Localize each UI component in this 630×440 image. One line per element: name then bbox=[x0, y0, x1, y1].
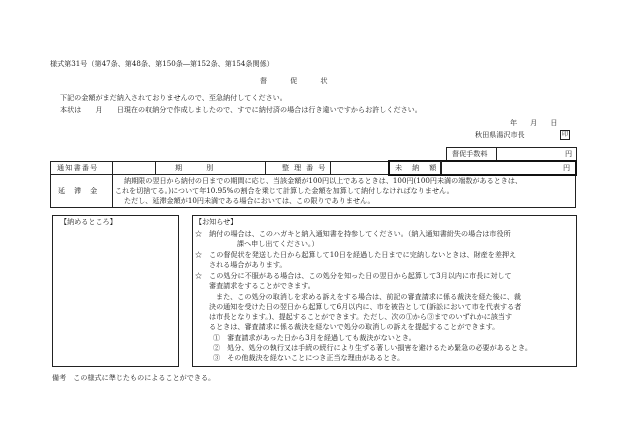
period-label: 期別 bbox=[175, 163, 238, 172]
notice-1b: 課へ申し出てください。） bbox=[237, 239, 319, 248]
fee-label: 督促手数料 bbox=[452, 149, 488, 158]
notice-4d: るときは、審査請求に係る裁決を経ないで処分の取消しの訴えを提起することができます。 bbox=[209, 322, 500, 331]
unpaid-unit: 円 bbox=[563, 163, 571, 172]
table-cell-divider bbox=[265, 161, 266, 174]
fee-divider bbox=[496, 147, 497, 161]
notice-2b: される場合があります。 bbox=[209, 260, 287, 269]
notice-2a: ☆ この督促状を発送した日から起算して10日を経過した日までに完納しないときは、財産を差押え bbox=[195, 250, 517, 259]
table-cell-divider bbox=[155, 161, 156, 174]
table-bottom-border bbox=[50, 207, 575, 208]
table-label-divider bbox=[112, 161, 113, 208]
seal-mark: 印 bbox=[561, 131, 568, 138]
notice-3a: ☆ この処分に不服がある場合は、この処分を知った日の翌日から起算して3月以内に市長に対して bbox=[195, 271, 512, 280]
intro-line-2: 本状は 月 日現在の収納分で作成しましたので、すでに納付済の場合は行き違いですからお許しください。 bbox=[60, 105, 422, 114]
notice-item-2: ② 処分、処分の執行又は手続の続行により生ずる著しい損害を避けるため緊急の必要があるとき。 bbox=[213, 343, 532, 352]
notice-4c: は市長となります。)、提起することができます。ただし、次の①から③までのいずれかに該当す bbox=[209, 312, 513, 321]
notice-4a: また、この処分の取消しを求める訴えをする場合は、前記の審査請求に係る裁決を経た後に、裁 bbox=[216, 292, 522, 301]
fee-unit: 円 bbox=[565, 149, 573, 158]
intro-line-1: 下記の金額がまだ納入されておりませんので、至急納付してください。 bbox=[60, 93, 287, 102]
issuer-name: 秋田県湯沢市長 bbox=[475, 130, 525, 139]
payment-place-label: 【納めるところ】 bbox=[60, 217, 117, 226]
notice-1a: ☆ 納付の場合は、このハガキと納入通知書を持参してください。（納入通知書紛失の場合は市役所 bbox=[195, 229, 511, 238]
payment-place-box bbox=[52, 215, 179, 367]
table-left-border bbox=[50, 161, 51, 208]
notice-3b: 審査請求をすることができます。 bbox=[209, 281, 315, 290]
late-fee-text-2: これを切捨てる。)について年10.95%の割合を乗じて計算した金額を加算して納付しなければなりません。 bbox=[115, 186, 454, 195]
late-fee-text-3: ただし、延滞金額が10円未満である場合においては、この限りでありません。 bbox=[124, 196, 375, 205]
page-title: 督 促 状 bbox=[260, 76, 336, 85]
notice-4b: 決の通知を受けた日の翌日から起算して6月以内に、市を被告として(訴訟において市を代表する者 bbox=[209, 302, 522, 311]
notice-no-label: 通知書番号 bbox=[57, 163, 99, 172]
remarks: 備考 この様式に準じたものによることができる。 bbox=[52, 373, 216, 382]
notice-item-1: ① 審査請求があった日から3月を経過しても裁決がないとき。 bbox=[213, 333, 416, 342]
issue-date: 年 月 日 bbox=[510, 118, 561, 127]
late-fee-text-1: 納期限の翌日から納付の日までの期間に応じ、当該金額が100円以上であるときは、100円(100円未満の端数があるときは、 bbox=[124, 176, 523, 185]
form-number: 様式第31号（第47条、第48条、第150条―第152条、第154条関係） bbox=[50, 59, 274, 68]
notice-header: 【お知らせ】 bbox=[195, 217, 238, 226]
reference-no-label: 整理番号 bbox=[282, 163, 331, 172]
late-fee-label: 延滞金 bbox=[58, 186, 107, 195]
notice-item-3: ③ その他裁決を経ないことにつき正当な理由があるとき。 bbox=[213, 353, 405, 362]
unpaid-label: 未納額 bbox=[395, 163, 447, 172]
